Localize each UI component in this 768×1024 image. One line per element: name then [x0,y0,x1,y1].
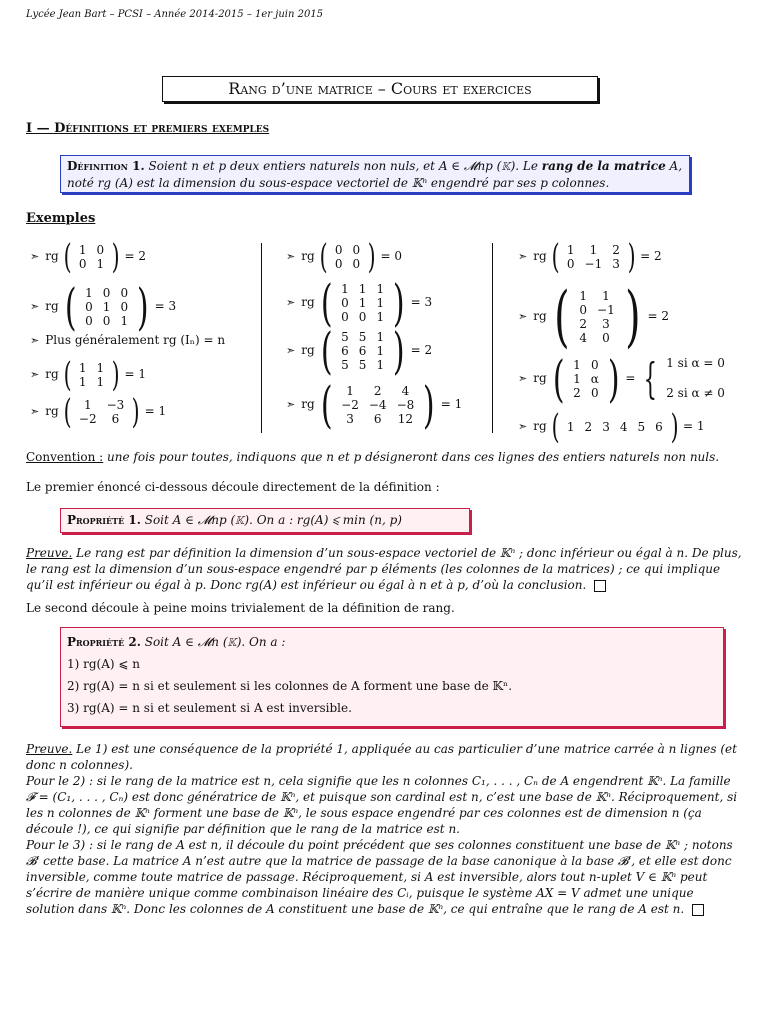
matrix-cell: −2 [78,412,97,426]
example-row [518,237,662,277]
section-heading: I — Définitions et premiers exemples [26,121,270,136]
matrix-cell: 12 [397,412,414,426]
matrix-cell: 2 [579,317,588,331]
matrix-cell: 4 [401,384,410,398]
left-paren: ( [63,355,72,395]
example-operator: rg [533,249,547,264]
matrix-cell: 0 [602,331,610,345]
matrix-cell: 3 [602,317,610,331]
right-paren: ) [607,350,620,408]
example-row [30,392,167,432]
matrix-cell: 0 [341,310,349,324]
matrix-table [336,384,419,426]
matrix-table [336,330,389,372]
matrix-cell: 0 [334,257,343,271]
matrix-cell: 0 [591,386,599,400]
matrix-cell: 1 [120,314,129,328]
matrix-table [568,358,604,400]
matrix-cell: 0 [358,310,367,324]
example-text: Plus généralement rg (Iₙ) = n [45,333,226,347]
right-paren: ) [392,274,405,332]
matrix-cell: 1 [376,296,385,310]
example-row [518,350,725,408]
arrow-bullet-icon: ➣ [518,371,528,385]
right-paren: ) [367,237,376,277]
proof-2-part-1: Le 1) est une conséquence de la propriété 1, appliquée au cas particulier d’une matrice carrée à n lignes (et donc n colonnes). [26,742,737,772]
matrix-cell: 6 [373,412,382,426]
matrix-cell: 1 [566,243,575,257]
matrix-cell: 0 [120,286,129,300]
matrix-cell: 4 [579,331,588,345]
left-paren: ( [63,237,72,277]
page-header: Lycée Jean Bart – PCSI – Année 2014-2015 – 1er juin 2015 [26,9,324,20]
arrow-bullet-icon: ➣ [286,295,296,309]
matrix-cell: 3 [612,257,620,271]
matrix-cell: 2 [612,243,620,257]
matrix-cell: 1 [85,286,93,300]
example-operator: rg [45,299,59,314]
property-2-box [60,627,724,727]
matrix-table [74,361,109,389]
matrix-cell: 6 [341,344,349,358]
example-row [286,274,433,332]
qed-square-icon [594,580,606,592]
matrix-cell: 1 [96,375,105,389]
matrix-cell: 1 [341,282,349,296]
matrix-cell: −3 [106,398,125,412]
matrix-cell: 0 [102,314,111,328]
arrow-bullet-icon: ➣ [30,249,40,263]
left-paren: ( [553,278,570,355]
example-result: = 3 [154,299,177,314]
matrix-cell: 2 [373,384,382,398]
example-operator: rg [301,397,315,412]
matrix-cell: 1 [96,361,105,375]
example-row [30,333,225,349]
example-row [286,237,402,277]
right-paren: ) [670,407,679,447]
matrix-cell: 1 [102,300,111,314]
example-row [286,376,463,434]
example-result: = 2 [410,343,433,358]
matrix [61,278,153,336]
arrow-bullet-icon: ➣ [286,343,296,357]
matrix [317,274,409,332]
matrix-cell: 1 [83,398,92,412]
arrow-bullet-icon: ➣ [518,309,528,323]
matrix-cell: 5 [637,420,646,434]
matrix [549,237,639,277]
example-row [518,278,669,355]
matrix-cell: 0 [85,314,93,328]
arrow-bullet-icon: ➣ [30,404,40,418]
matrix-cell: 1 [589,243,598,257]
matrix-cell: 5 [341,330,349,344]
example-row [30,237,146,277]
arrow-bullet-icon: ➣ [286,397,296,411]
qed-square-icon [692,904,704,916]
matrix [61,392,143,432]
matrix-cell: 0 [85,300,93,314]
property-2-label: Propriété 2. [67,635,141,649]
matrix-cell: 1 [78,243,87,257]
proof-2-part-2: Pour le 2) : si le rang de la matrice est n, cela signifie que les n colonnes C₁, . . . , Cₙ de A engendrent 𝕂ⁿ. La famille 𝓕 = (C₁, . . . , Cₙ) est donc génératrice de 𝕂ⁿ, et puisque son cardinal est n, c’est une base de 𝕂ⁿ. Réciproquement, si les n colonnes de 𝕂ⁿ forment une base de 𝕂ⁿ, le sous espace engendré par ces colonnes est de dimension n (ça découle !), ce qui signifie par définition que le rang de la matrice est n. [26,774,738,836]
example-result: = 2 [124,249,146,264]
matrix-cell: 0 [334,243,343,257]
intro-paragraph-1: Le premier énoncé ci-dessous découle directement de la définition : [26,480,440,494]
right-paren: ) [136,278,149,336]
right-paren: ) [624,278,641,355]
proof-1 [26,545,742,593]
matrix-table [74,398,129,426]
definition-text-2: A, noté rg (A) est la dimension du sous-espace vectoriel de 𝕂ⁿ engendré par ses p colonnes. [67,159,683,190]
matrix-cell: −8 [396,398,415,412]
example-result: = 1 [144,404,167,419]
example-operator: rg [533,309,547,324]
left-paren: ( [320,376,333,434]
right-paren: ) [111,237,120,277]
matrix-table [80,286,133,328]
left-paren: ( [64,278,77,336]
matrix-cell: 1 [602,289,610,303]
arrow-bullet-icon: ➣ [30,367,40,381]
proof-2-part-3: Pour le 3) : si le rang de A est n, il découle du point précédent que ses colonnes constituent une base de 𝕂ⁿ ; notons 𝓑′ cette base. La matrice A n’est autre que la matrice de passage de la base canonique à la base 𝓑′, et elle est donc inversible, comme toute matrice de passage. Réciproquement, si A est inversible, alors tout n-uplet V ∈ 𝕂ⁿ peut s’écrire de manière unique comme combinaison linéaire des Cᵢ, puisque le système AX = V admet une unique solution dans 𝕂ⁿ. Donc les colonnes de A constituent une base de 𝕂ⁿ, ce qui entraîne que le rang de A est n. [26,838,733,916]
definition-box [60,155,690,193]
example-result: = 1 [124,367,146,382]
matrix-table [336,282,389,324]
example-row [30,278,177,336]
arrow-bullet-icon: ➣ [286,249,296,263]
matrix [549,350,624,408]
matrix-cell: 1 [346,384,354,398]
matrix-cell: 5 [341,358,349,372]
example-result: = [625,371,636,386]
matrix-cell: 1 [358,282,367,296]
matrix [61,355,123,395]
column-divider [492,243,493,433]
right-paren: ) [131,392,140,432]
matrix-cell: 1 [376,358,385,372]
case-2: 2 si α ≠ 0 [666,386,725,400]
left-paren: ( [551,407,560,447]
left-paren: ( [63,392,72,432]
matrix-table [562,243,625,271]
arrow-bullet-icon: ➣ [30,333,40,347]
property-1-text: Soit A ∈ 𝓜np (𝕂). On a : rg(A) ⩽ min (n, p) [144,513,402,527]
example-result: = 0 [380,249,402,264]
example-operator: rg [45,404,59,419]
matrix [317,322,409,380]
example-result: = 3 [410,295,433,310]
matrix-cell: 2 [584,420,593,434]
example-result: = 2 [647,309,669,324]
right-paren: ) [392,322,405,380]
property-2-item: 1) rg(A) ⩽ n [67,657,140,671]
convention-paragraph [26,449,742,465]
example-operator: rg [301,295,315,310]
matrix-cell: 5 [358,330,367,344]
left-paren: ( [319,237,328,277]
matrix-table [574,289,619,345]
example-operator: rg [533,371,547,386]
property-1-box [60,508,470,533]
matrix-cell: 1 [566,420,575,434]
matrix-cell: 0 [566,257,575,271]
matrix-cell: 0 [96,243,105,257]
matrix [61,237,123,277]
arrow-bullet-icon: ➣ [30,299,40,313]
matrix-cell: 1 [579,289,588,303]
example-result: = 1 [440,397,463,412]
cases [666,356,725,401]
matrix-cell: 3 [602,420,610,434]
matrix-cell: 4 [619,420,628,434]
proof-1-label: Preuve. [26,546,73,560]
right-paren: ) [111,355,120,395]
matrix-cell: −4 [368,398,387,412]
matrix-cell: 0 [78,257,87,271]
matrix-cell: 1 [78,375,87,389]
definition-text-1: Soient n et p deux entiers naturels non nuls, et A ∈ 𝓜np (𝕂). Le [148,159,542,173]
right-paren: ) [627,237,636,277]
right-paren: ) [423,376,435,434]
matrix-cell: 6 [655,420,663,434]
proof-2-label: Preuve. [26,742,73,756]
example-operator: rg [45,367,59,382]
column-divider [261,243,262,433]
matrix-cell: 0 [352,257,361,271]
matrix-cell: 1 [78,361,87,375]
matrix-cell: 0 [591,358,599,372]
matrix-table [330,243,365,271]
matrix-cell: 3 [346,412,354,426]
example-row [286,322,433,380]
example-result: = 1 [683,419,705,434]
proof-2 [26,741,742,917]
left-paren: ( [552,350,565,408]
matrix-cell: 0 [352,243,361,257]
matrix-cell: 0 [341,296,349,310]
example-result: = 2 [640,249,662,264]
matrix-cell: 0 [102,286,111,300]
left-paren: ( [320,274,333,332]
matrix-cell: −2 [341,398,359,412]
matrix-cell: 5 [358,358,367,372]
example-operator: rg [301,249,315,264]
left-brace: { [644,354,658,403]
definition-label: Définition 1. [67,159,145,173]
matrix [549,278,646,355]
left-paren: ( [320,322,333,380]
matrix-cell: 1 [376,330,385,344]
matrix-cell: 1 [573,358,581,372]
matrix [549,407,681,447]
convention-label: Convention : [26,450,104,464]
matrix-cell: 1 [376,282,385,296]
matrix-cell: −1 [597,303,615,317]
proof-1-text: Le rang est par définition la dimension d’un sous-espace vectoriel de 𝕂ⁿ ; donc inférieur ou égal à n. De plus, le rang est la dimension d’un sous-espace engendré par p éléments (les colonnes de la matrices) ; ce qui implique qu’il est inférieur ou égal à p. Donc rg(A) est inférieur ou égal à n et à p, d’où la conclusion. [26,546,742,592]
matrix-cell: 2 [573,386,581,400]
example-operator: rg [301,343,315,358]
case-1: 1 si α = 0 [666,356,725,371]
convention-text: une fois pour toutes, indiquons que n et p désigneront dans ces lignes des entiers naturels non nuls. [103,450,720,464]
intro-paragraph-2: Le second découle à peine moins trivialement de la définition de rang. [26,601,455,615]
page-title: Rang d’une matrice – Cours et exercices [162,76,598,102]
matrix-cell: α [590,372,599,386]
matrix [317,376,439,434]
example-operator: rg [533,419,547,434]
matrix-cell: 0 [120,300,129,314]
matrix-cell: 1 [376,310,385,324]
matrix-cell: −1 [584,257,603,271]
example-row [30,355,146,395]
matrix-cell: 6 [111,412,120,426]
property-2-item: 2) rg(A) = n si et seulement si les colonnes de A forment une base de 𝕂ⁿ. [67,679,513,693]
matrix-cell: 1 [376,344,385,358]
matrix-cell: 1 [96,257,105,271]
property-2-item: 3) rg(A) = n si et seulement si A est inversible. [67,701,352,715]
matrix-cell: 6 [358,344,367,358]
property-1-label: Propriété 1. [67,513,141,527]
matrix [317,237,379,277]
matrix-cell: 1 [358,296,367,310]
example-row [518,407,705,447]
property-2-text: Soit A ∈ 𝓜n (𝕂). On a : [144,635,286,649]
matrix-cell: 1 [573,372,581,386]
arrow-bullet-icon: ➣ [518,249,528,263]
matrix-cell: 0 [579,303,588,317]
matrix-table [562,420,668,434]
example-operator: rg [45,249,59,264]
examples-title: Exemples [26,211,96,226]
definition-bold: rang de la matrice [541,159,666,173]
matrix-table [74,243,109,271]
left-paren: ( [551,237,560,277]
arrow-bullet-icon: ➣ [518,419,528,433]
